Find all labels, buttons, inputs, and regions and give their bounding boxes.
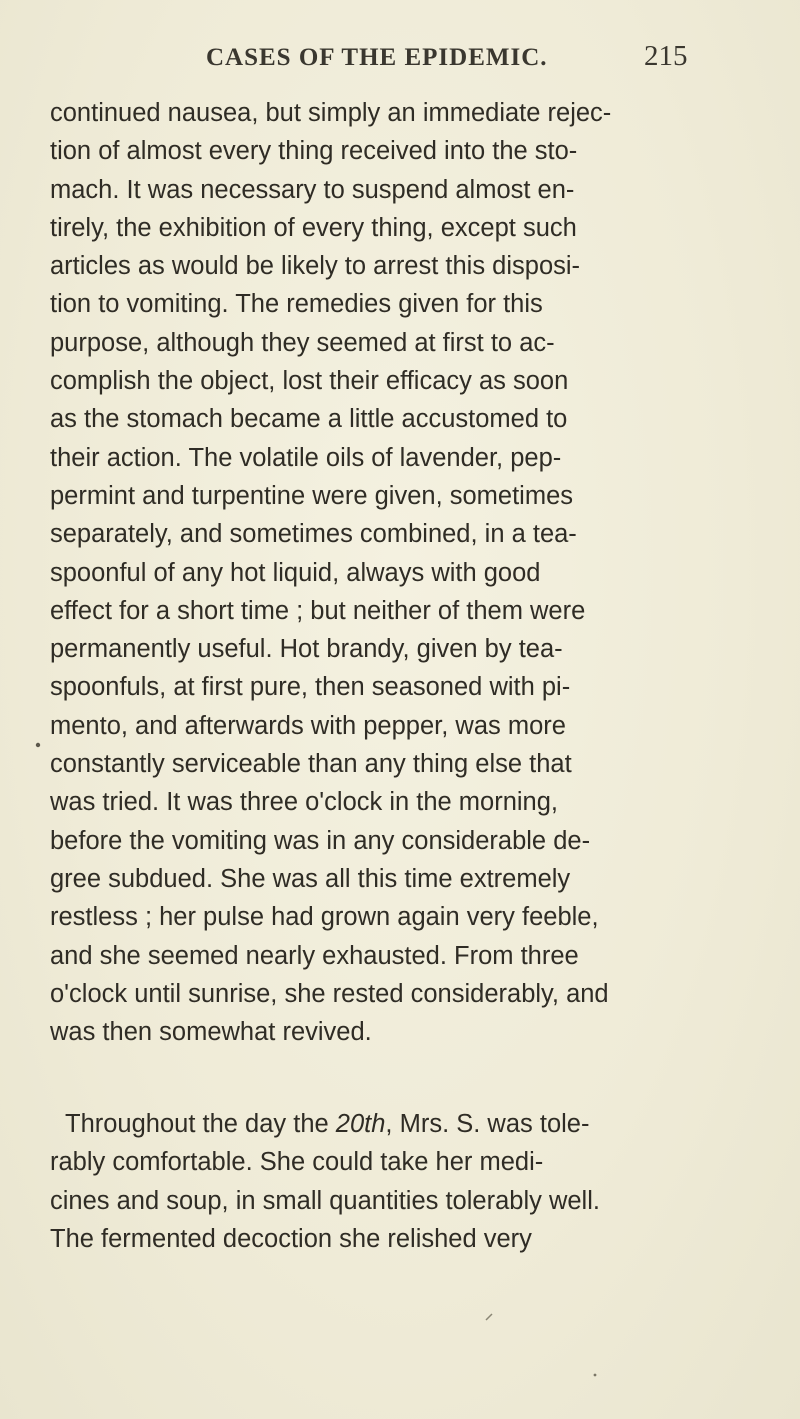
text-line: continued nausea, but simply an immediate rejec- [50, 99, 612, 127]
text-line: o'clock until sunrise, she rested considerably, and [50, 979, 609, 1008]
running-head: CASES OF THE EPIDEMIC. [206, 44, 548, 71]
text-line: was then somewhat revived. [50, 1018, 372, 1047]
text-line: permint and turpentine were given, sometimes [50, 481, 574, 510]
text-run: , Mrs. S. was tole- [385, 1110, 590, 1138]
text-line: effect for a short time ; but neither of them were [50, 596, 586, 625]
date-emphasis: 20th [335, 1110, 386, 1138]
ink-speck [36, 743, 40, 747]
text-line: complish the object, lost their efficacy as soon [50, 367, 569, 396]
text-line: articles as would be likely to arrest this disposi- [50, 252, 581, 281]
text-line: separately, and sometimes combined, in a tea- [50, 520, 577, 549]
text-line: mento, and afterwards with pepper, was more [50, 711, 566, 740]
text-line: tion to vomiting. The remedies given for this [50, 290, 543, 319]
text-line: and she seemed nearly exhausted. From three [50, 941, 579, 970]
text-line: The fermented decoction she relished very [50, 1224, 532, 1253]
text-line: as the stomach became a little accustomed to [50, 405, 568, 434]
text-line: cines and soup, in small quantities tolerably well. [50, 1186, 600, 1215]
text-line: was tried. It was three o'clock in the morning, [50, 788, 559, 817]
page-number: 215 [644, 40, 688, 72]
text-line: their action. The volatile oils of lavender, pep- [50, 443, 562, 472]
text-line: rably comfortable. She could take her medi- [50, 1148, 544, 1177]
text-line: tirely, the exhibition of every thing, except such [50, 213, 577, 242]
ink-speck [594, 1374, 597, 1377]
text-line: restless ; her pulse had grown again very feeble, [50, 903, 599, 932]
text-line: tion of almost every thing received into the sto- [50, 137, 578, 166]
text-line: purpose, although they seemed at first to ac- [50, 328, 555, 357]
text-line: constantly serviceable than any thing else that [50, 750, 572, 779]
ink-speck [486, 1314, 492, 1320]
text-line: gree subdued. She was all this time extremely [50, 864, 571, 893]
text-line: mach. It was necessary to suspend almost en- [50, 175, 575, 204]
text-line: spoonful of any hot liquid, always with good [50, 558, 541, 587]
text-run: Throughout the day the [65, 1110, 336, 1138]
text-line: before the vomiting was in any considerable de- [50, 826, 591, 855]
text-line: spoonfuls, at first pure, then seasoned with pi- [50, 673, 571, 702]
text-line: permanently useful. Hot brandy, given by tea- [50, 635, 563, 664]
